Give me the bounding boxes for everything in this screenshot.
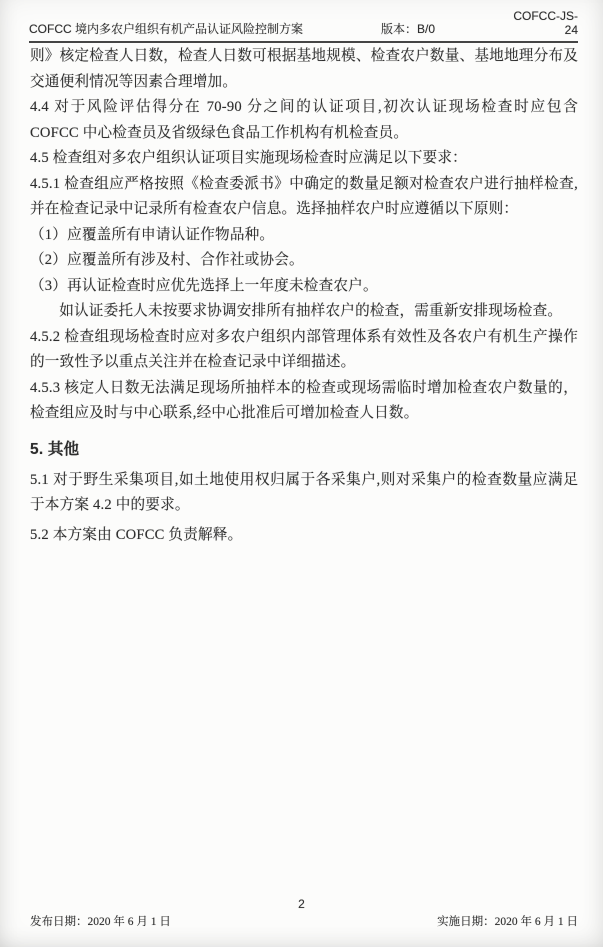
list-item-3: （3）再认证检查时应优先选择上一年度未检查农户。	[30, 277, 378, 294]
header-doc-title: COFCC 境内多农户组织有机产品认证风险控制方案	[29, 22, 303, 36]
paragraph-4-5-3: 4.5.3 核定人日数无法满足现场所抽样本的检查或现场需临时增加检查农户数量的，检查组应及时与中心联系,经中心批准后可增加检查人日数。	[30, 379, 578, 421]
paragraph-4-5: 4.5 检查组对多农户组织认证项目实施现场检查时应满足以下要求：	[30, 150, 467, 166]
paragraph-4-5-2: 4.5.2 检查组现场检查时应对多农户组织内部管理体系有效性及各农户有机生产操作的一致性予以重点关注并在检查记录中详细描述。	[30, 328, 578, 370]
paragraph-4-5-1: 4.5.1 检查组应严格按照《检查委派书》中确定的数量足额对检查农户进行抽样检查,并在检查记录中记录所有检查农户信息。选择抽样农户时应遵循以下原则：	[30, 175, 578, 217]
section-heading-5: 5. 其他	[30, 440, 80, 458]
implementation-date: 实施日期：2020 年 6 月 1 日	[437, 916, 578, 928]
paragraph-5-1: 5.1 对于野生采集项目,如土地使用权归属于各采集户,则对采集户的检查数量应满足于本方案 4.2 中的要求。	[30, 471, 578, 513]
list-item-1: （1）应覆盖所有申请认证作物品种。	[30, 226, 275, 243]
paragraph-5-2: 5.2 本方案由 COFCC 负责解释。	[30, 526, 243, 543]
document-body	[30, 44, 578, 548]
paragraph-continuation: 则》核定检查人日数，检查人日数可根据基地规模、检查农户数量、基地地理分布及交通便利情况等因素合理增加。	[30, 48, 578, 90]
header-doc-code: COFCC-JS-24	[513, 9, 578, 37]
paragraph-note: 如认证委托人未按要求协调安排所有抽样农户的检查，需重新安排现场检查。	[59, 303, 563, 319]
paragraph-4-4: 4.4 对于风险评估得分在 70-90 分之间的认证项目,初次认证现场检查时应包含 COFCC 中心检查员及省级绿色食品工作机构有机检查员。	[30, 99, 578, 141]
header-version-label: 版本：B/0	[381, 22, 436, 36]
list-item-2: （2）应覆盖所有涉及村、合作社或协会。	[30, 252, 304, 268]
page-header	[29, 9, 578, 43]
page-footer	[30, 913, 578, 929]
page-number: 2	[298, 897, 305, 911]
issue-date: 发布日期：2020 年 6 月 1 日	[30, 916, 171, 928]
